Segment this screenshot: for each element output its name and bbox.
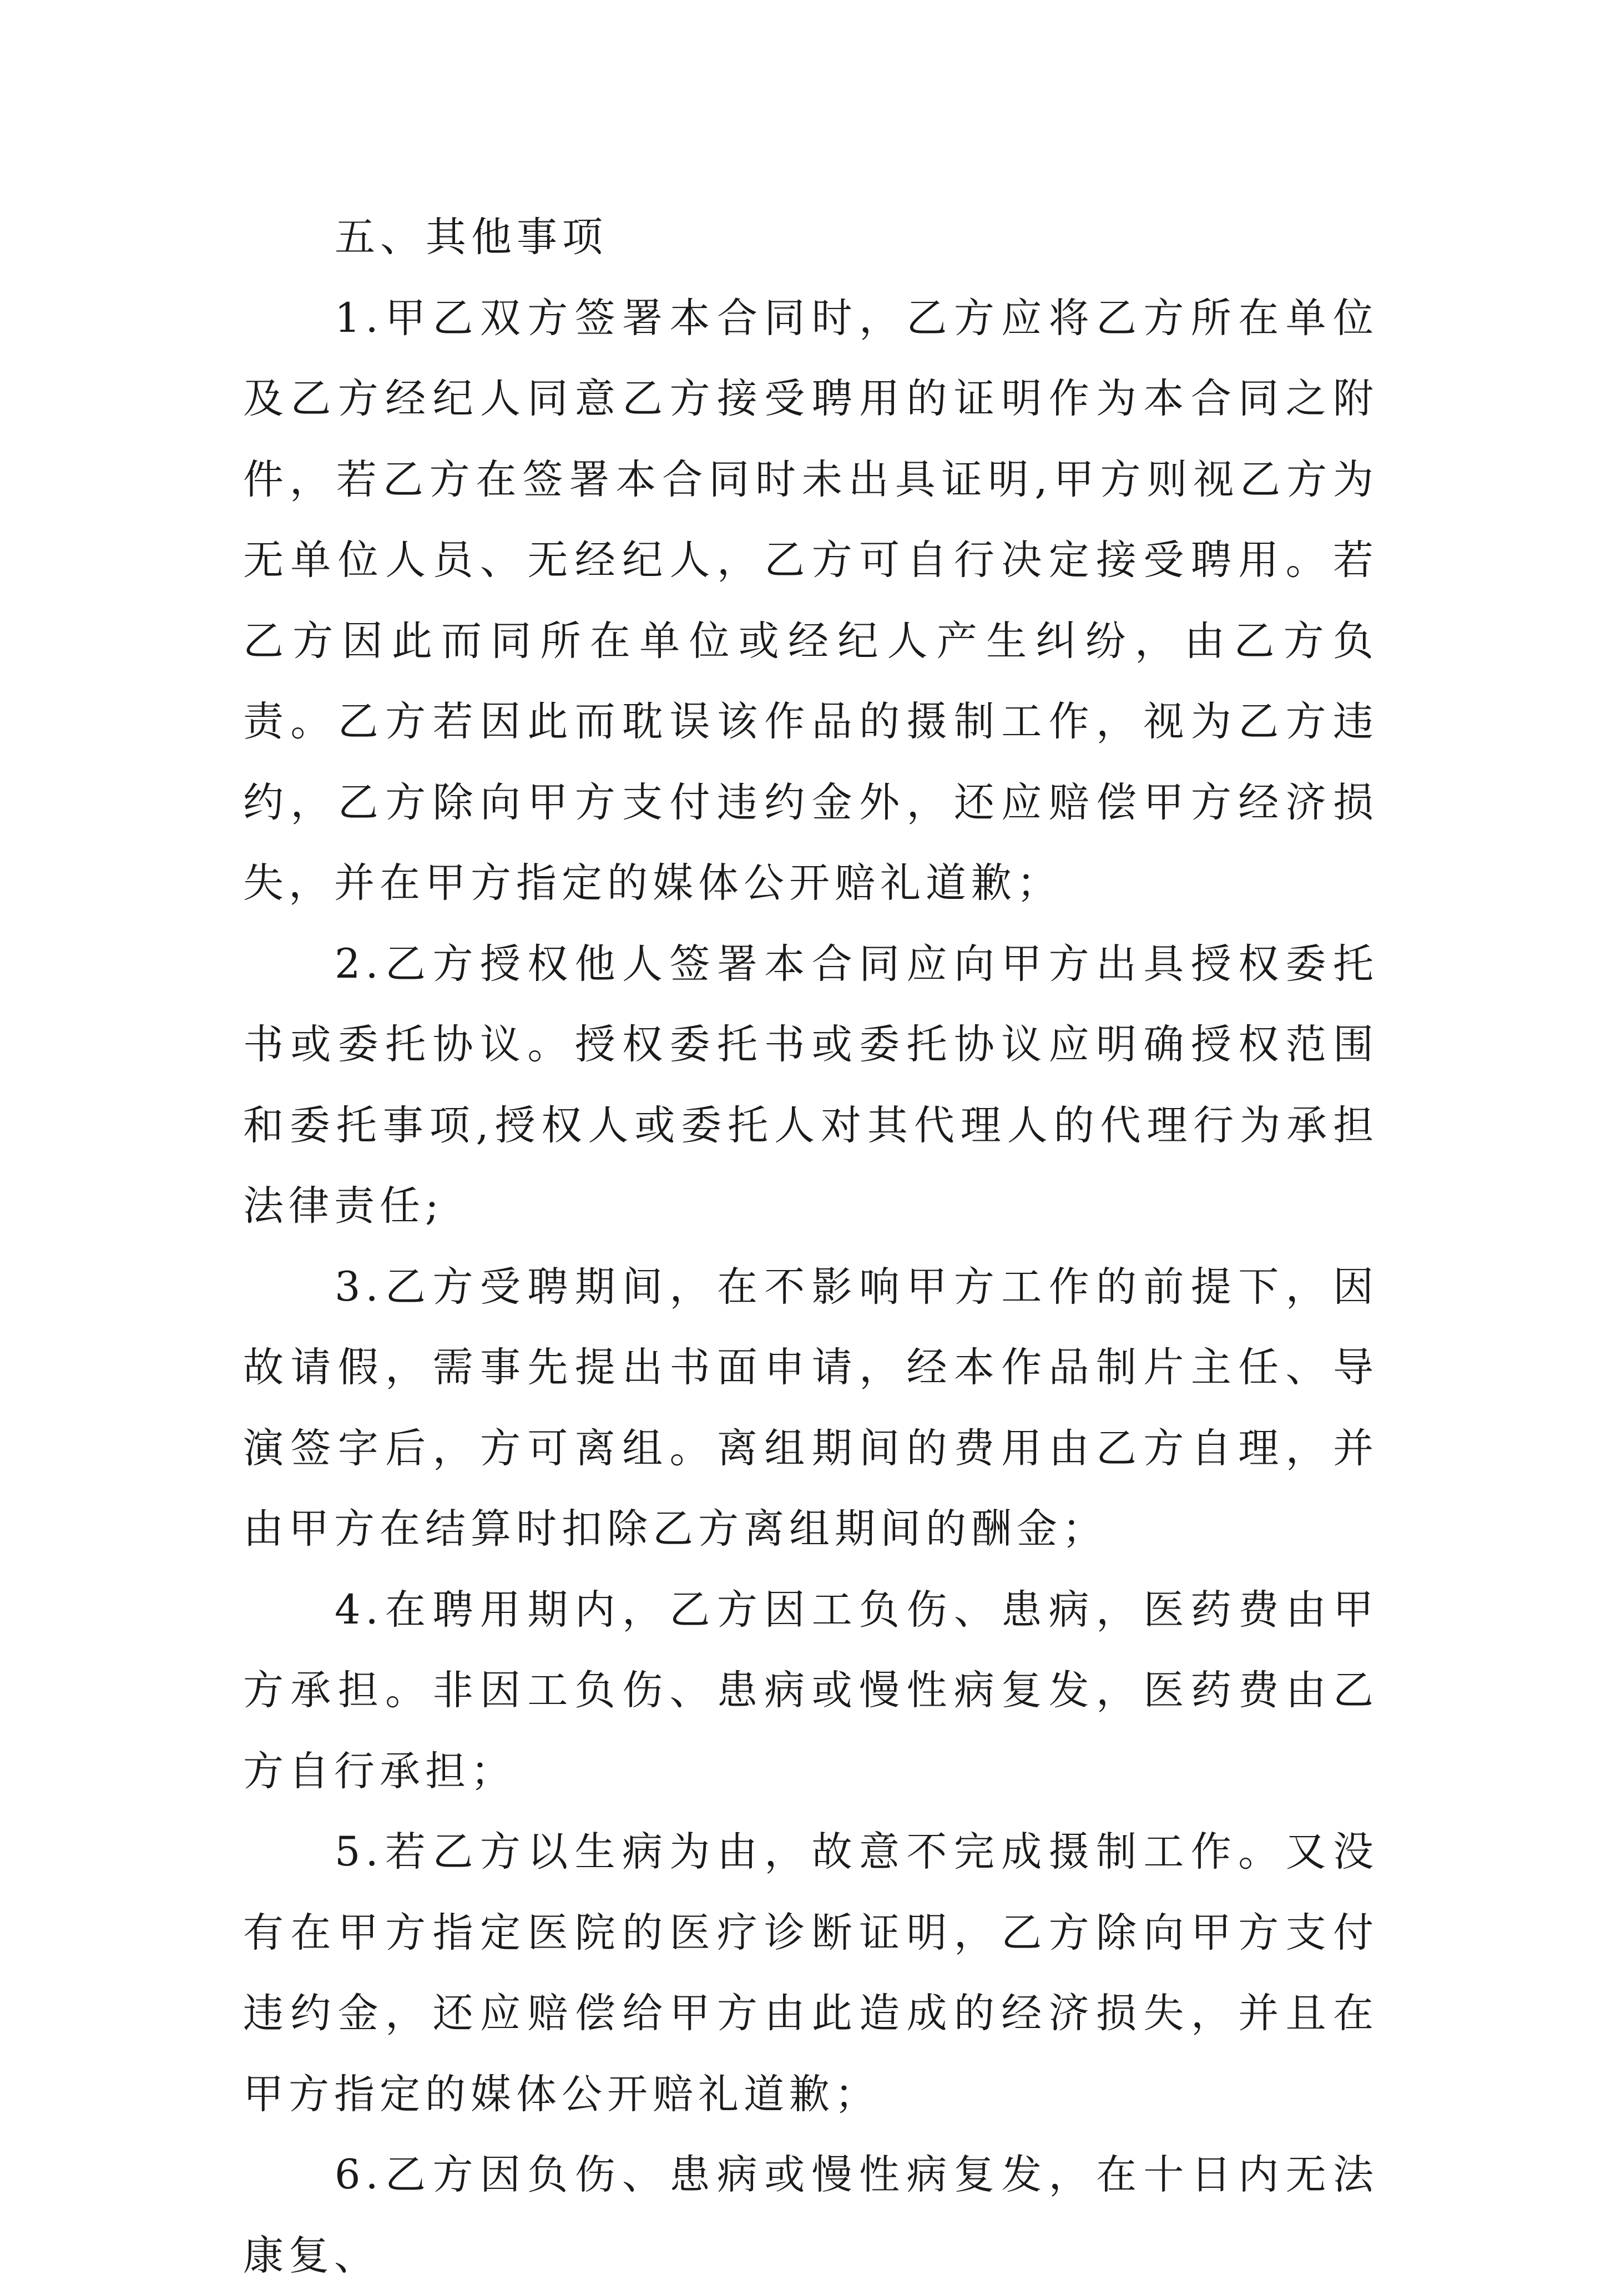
section-heading: 五、其他事项 <box>335 214 608 261</box>
paragraph-6: 6.乙方因负伤、患病或慢性病复发，在十日内无法康复、 <box>243 2151 1378 2279</box>
paragraph-4: 4.在聘用期内，乙方因工负伤、患病，医药费由甲方承担。非因工负伤、患病或慢性病复发，医药费由乙方自行承担； <box>243 1586 1378 1795</box>
paragraph-3: 3.乙方受聘期间，在不影响甲方工作的前提下，因故请假，需事先提出书面申请，经本作品制片主任、导演签字后，方可离组。离组期间的费用由乙方自理，并由甲方在结算时扣除乙方离组期间的酬金； <box>243 1263 1378 1552</box>
paragraph-2: 2.乙方授权他人签署本合同应向甲方出具授权委托书或委托协议。授权委托书或委托协议应明确授权范围和委托事项,授权人或委托人对其代理人的代理行为承担法律责任; <box>243 940 1378 1230</box>
document-body <box>243 197 1378 2296</box>
paragraph-5: 5.若乙方以生病为由，故意不完成摄制工作。又没有在甲方指定医院的医疗诊断证明，乙方除向甲方支付违约金，还应赔偿给甲方由此造成的经济损失，并且在甲方指定的媒体公开赔礼道歉； <box>243 1828 1378 2118</box>
paragraph-1: 1.甲乙双方签署本合同时，乙方应将乙方所在单位及乙方经纪人同意乙方接受聘用的证明作为本合同之附件，若乙方在签署本合同时未出具证明,甲方则视乙方为无单位人员、无经纪人，乙方可自行决定接受聘用。若乙方因此而同所在单位或经纪人产生纠纷，由乙方负责。乙方若因此而耽误该作品的摄制工作，视为乙方违约，乙方除向甲方支付违约金外，还应赔偿甲方经济损失，并在甲方指定的媒体公开赔礼道歉； <box>243 294 1378 907</box>
